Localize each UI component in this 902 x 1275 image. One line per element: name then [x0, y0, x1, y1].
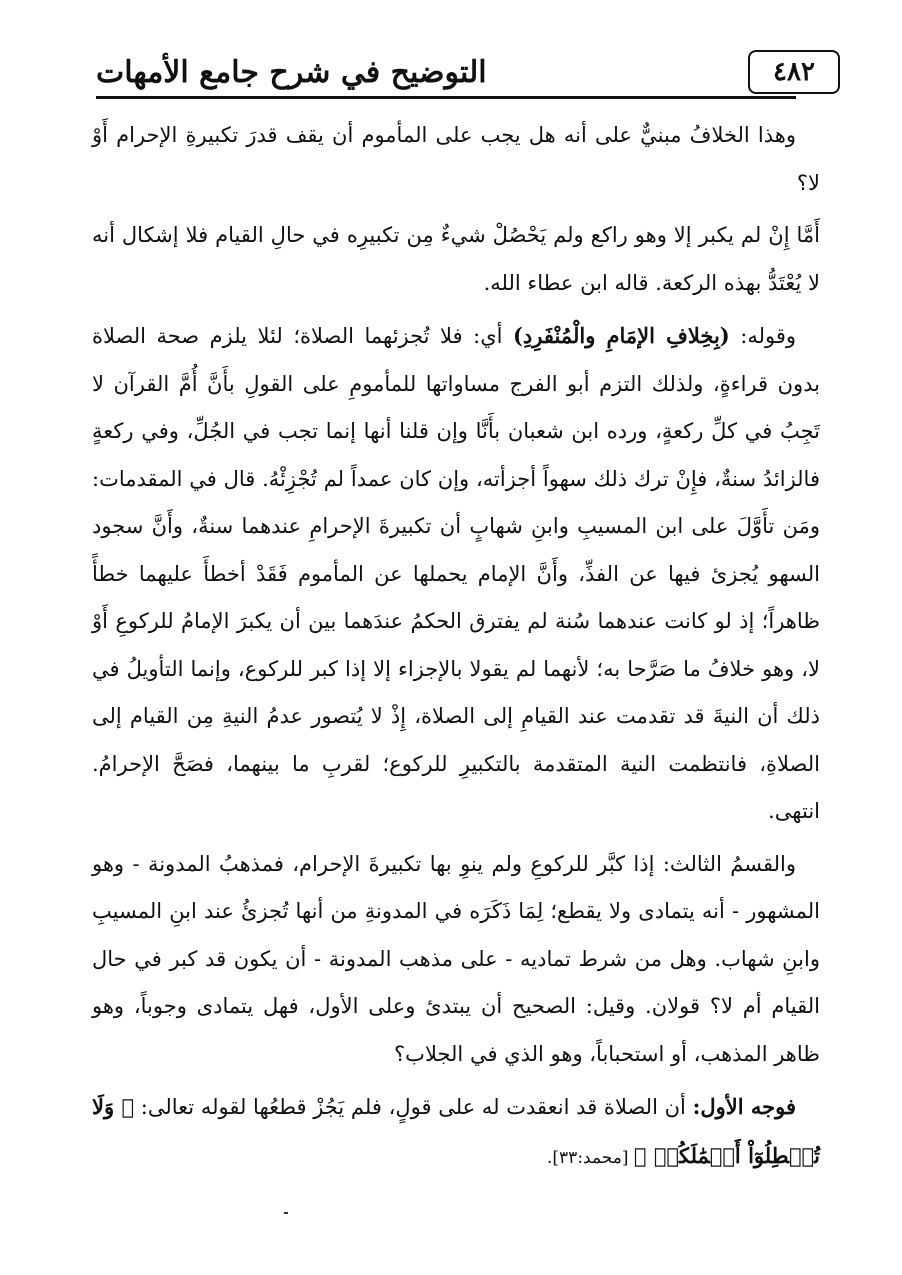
header-rule	[96, 96, 796, 99]
paragraph-5-heading: فوجه الأول:	[692, 1094, 797, 1119]
paragraph-5-text: أن الصلاة قد انعقدت له على قولٍ، فلم يَجُزْ قطعُها لقوله تعالى:	[134, 1095, 693, 1119]
footer-mark	[284, 1212, 288, 1214]
paragraph-3-lead: وقوله:	[729, 324, 797, 348]
paragraph-2: أَمَّا إِنْ لم يكبر إلا وهو راكع ولم يَحْصُلْ شيءٌ مِن تكبيرِه في حالِ القيام فلا إشكال أنه لا يُعْتَدُّ بهذه الركعة. قاله ابن عطاء الله.	[92, 223, 820, 295]
quran-verse: ﴿ وَلَا تُبۡطِلُوٓاْ أَعۡمَٰلَكُمۡ ﴾	[92, 1094, 820, 1168]
page-body	[92, 112, 820, 1187]
quoted-matn: (بِخِلافِ الإمَامِ والْمُنْفَرِدِ)	[512, 323, 730, 348]
paragraph-3	[92, 312, 820, 836]
paragraph-3-text: أي: فلا تُجزئهما الصلاة؛ لئلا يلزم صحة الصلاة بدون قراءةٍ، ولذلك التزم أبو الفرج مساواتها للمأمومِ على القولِ بأَنَّ أُمَّ القرآن لا تَجِبُ في كلِّ ركعةٍ، ورده ابن شعبان بأَنَّا وإن قلنا أنها إنما تجب في الجُلِّ، وفي ركعةٍ فالزائدُ سنةٌ، فإِنْ ترك ذلك سهواً أجزأته، وإن كان عمداً لم تُجْزِئْهُ. قال في المقدمات: ومَن تأَوَّلَ على ابن المسيبِ وابنِ شهابٍ أن تكبيرةَ الإحرامِ عندهما سنةٌ، وأَنَّ سجود السهو يُجزئ فيها عن الفذِّ، وأَنَّ الإمام يحملها عن المأموم فَقَدْ أخطأَ عليهما خطأً ظاهراً؛ إذ لو كانت عندهما سُنة لم يفترق الحكمُ عندَهما بين أن يكبرَ الإمامُ للركوعِ أَوْ لا، وهو خلافُ ما صَرَّحا به؛ لأنهما لم يقولا بالإجزاء إلا إذا كبر للركوع، وإنما التأويلُ في ذلك أن النيةَ قد تقدمت عند القيامِ إلى الصلاة، إِذْ لا يُتصور عدمُ النيةِ مِن القيام إلى الصلاةِ، فانتظمت النية المتقدمة بالتكبيرِ للركوع؛ لقربِ ما بينهما، فصَحَّ الإحرامُ. انتهى.	[92, 324, 820, 823]
paragraph-1: وهذا الخلافُ مبنيٌّ على أنه هل يجب على المأموم أن يقف قدرَ تكبيرةِ الإحرام أَوْ لا؟	[92, 123, 820, 195]
paragraph-5	[92, 1083, 820, 1182]
page-header	[96, 50, 840, 96]
verse-citation: [محمد:٣٣].	[547, 1147, 634, 1168]
paragraph-4: والقسمُ الثالث: إذا كبَّر للركوعِ ولم ينوِ بها تكبيرةَ الإحرام، فمذهبُ المدونة - وهو المشهور - أنه يتمادى ولا يقطع؛ لِمَا ذَكَرَه في المدونةِ من أنها تُجزئُ عند ابنِ المسيبِ وابنِ شهاب. وهل من شرط تماديه - على مذهب المدونة - أن يكون قد كبر في حال القيام أم لا؟ قولان. وقيل: الصحيح أن يبتدئ وعلى الأول، فهل يتمادى وجوباً، وهو ظاهر المذهب، أو استحباباً، وهو الذي في الجلاب؟	[92, 851, 820, 1066]
page-number: ٤٨٢	[748, 50, 840, 94]
running-title: التوضيح في شرح جامع الأمهات	[96, 55, 487, 90]
